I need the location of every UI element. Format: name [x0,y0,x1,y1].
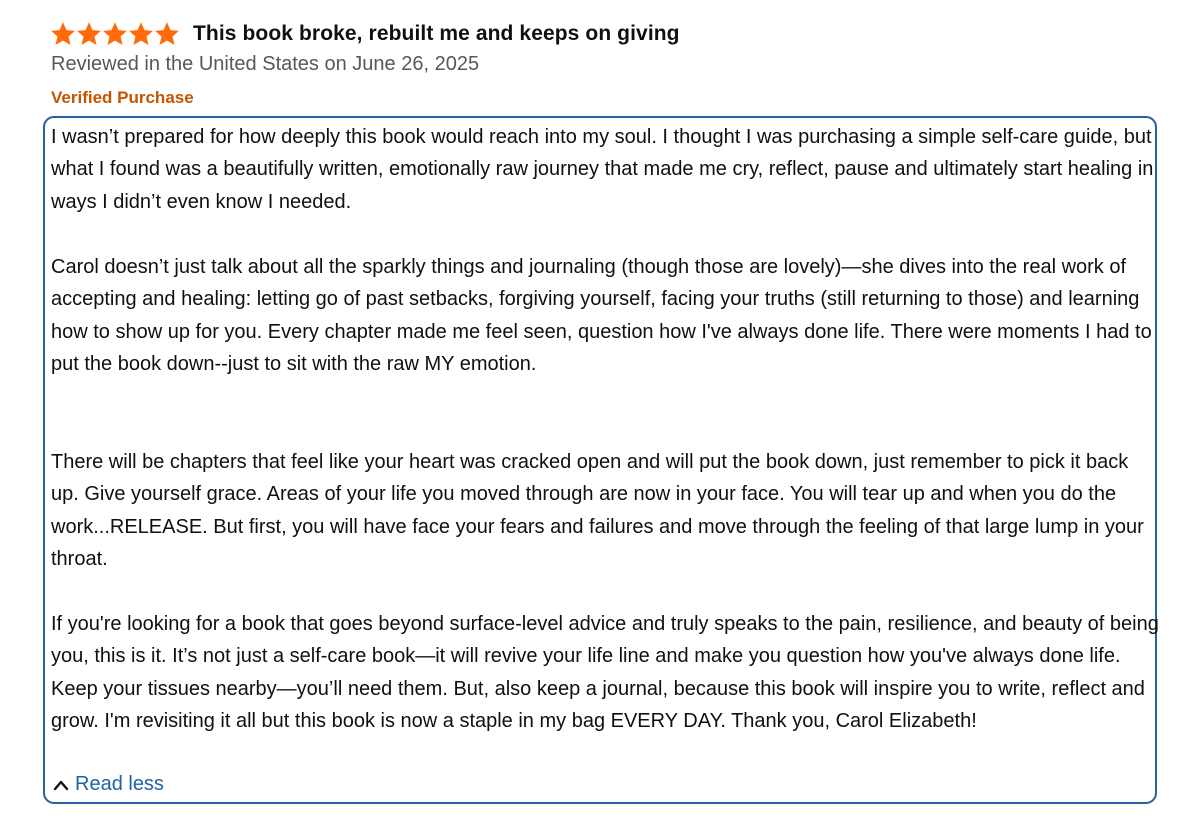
review-date: Reviewed in the United States on June 26, 2025 [51,53,480,75]
read-less-link[interactable] [53,773,164,796]
star-icon [154,21,180,47]
star-icon [102,21,128,47]
review-header [50,18,680,50]
read-less-label[interactable]: Read less [75,773,164,795]
star-icon [50,21,76,47]
review-title[interactable]: This book broke, rebuilt me and keeps on giving [193,22,680,45]
review-paragraph: If you're looking for a book that goes beyond surface-level advice and truly speaks to the pain, resilience, and beauty of being you, this is it. It’s not just a self-care book—it will revive your life line and make you question how you've always done life. Keep your tissues nearby—you’ll need them. But, also keep a journal, because this book will inspire you to write, reflect and grow. I'm revisiting it all but this book is now a staple in my bag EVERY DAY. Thank you, Carol Elizabeth! [51,613,1159,733]
review-paragraph: There will be chapters that feel like your heart was cracked open and will put the book down, just remember to pick it back up. Give yourself grace. Areas of your life you moved through are now in your face. You will tear up and when you do the work...RELEASE. But first, you will have face your fears and failures and move through the feeling of that large lump in your throat. [51,451,1144,571]
chevron-up-icon [53,778,69,792]
star-icon [76,21,102,47]
review-paragraph: Carol doesn’t just talk about all the sparkly things and journaling (though those are lovely)—she dives into the real work of accepting and healing: letting go of past setbacks, forgiving yourself, facing your truths (still returning to those) and learning how to show up for you. Every chapter made me feel seen, question how I've always done life. There were moments I had to put the book down--just to sit with the raw MY emotion. [51,256,1152,376]
star-icon [128,21,154,47]
review-paragraph: I wasn’t prepared for how deeply this book would reach into my soul. I thought I was purchasing a simple self-care guide, but what I found was a beautifully written, emotionally raw journey that made me cry, reflect, pause and ultimately start healing in ways I didn’t even know I needed. [51,126,1154,213]
verified-purchase-badge: Verified Purchase [51,88,194,107]
star-rating[interactable] [50,18,180,50]
